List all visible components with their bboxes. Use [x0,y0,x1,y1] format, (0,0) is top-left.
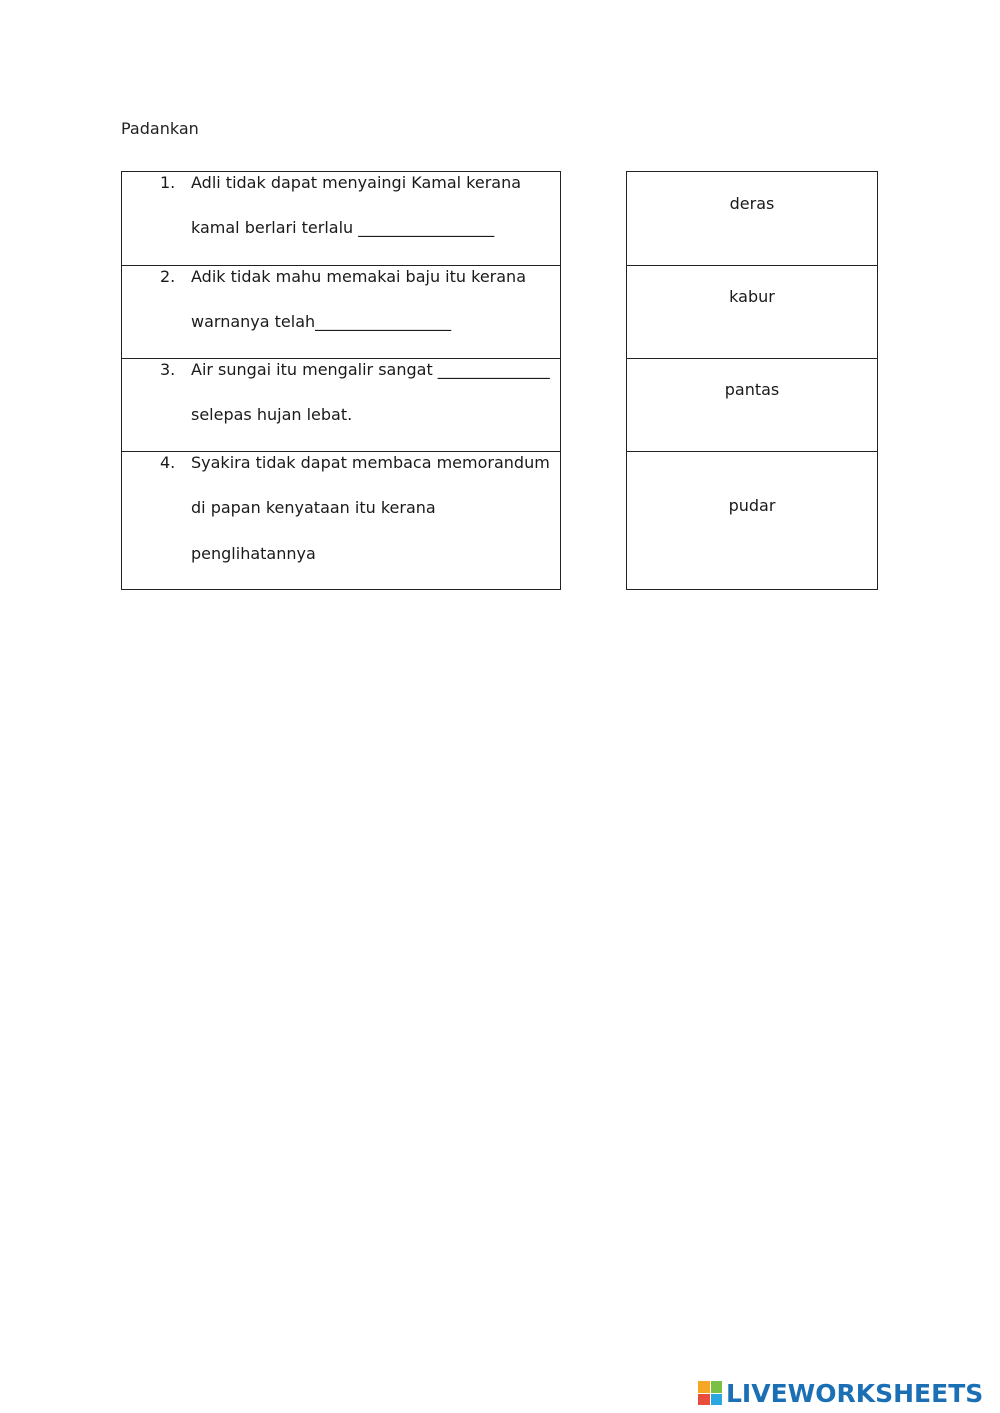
question-text-line: penglihatannya [191,544,316,563]
question-text-line: di papan kenyataan itu kerana [191,498,436,517]
question-text-line: Air sungai itu mengalir sangat ______________ [191,360,550,379]
question-number: 4. [160,453,176,472]
question-row-2 [122,265,560,358]
question-row-4 [122,451,560,589]
answer-word: pantas [724,380,780,399]
answer-word: kabur [729,287,775,306]
answer-box-4[interactable] [627,451,877,589]
question-number: 3. [160,360,176,379]
question-text-line: Adik tidak mahu memakai baju itu kerana [191,267,526,286]
answer-box-3[interactable] [627,358,877,451]
worksheet-heading: Padankan [121,119,199,138]
question-text-line: selepas hujan lebat. [191,405,353,424]
question-text-line: kamal berlari terlalu _________________ [191,218,495,237]
questions-table [121,171,561,590]
question-number: 2. [160,267,176,286]
answer-word: deras [729,194,775,213]
answer-box-2[interactable] [627,265,877,358]
question-number: 1. [160,173,176,192]
question-text-line: warnanya telah_________________ [191,312,452,331]
question-text-line: Syakira tidak dapat membaca memorandum [191,453,550,472]
answers-table [626,171,878,590]
answer-box-1[interactable] [627,172,877,265]
liveworksheets-logo [698,1380,983,1406]
logo-text: LIVEWORKSHEETS [726,1378,984,1408]
question-text-line: Adli tidak dapat menyaingi Kamal kerana [191,173,522,192]
answer-word: pudar [728,496,776,515]
question-row-1 [122,172,560,265]
question-row-3 [122,358,560,451]
logo-mark-icon [698,1381,722,1405]
